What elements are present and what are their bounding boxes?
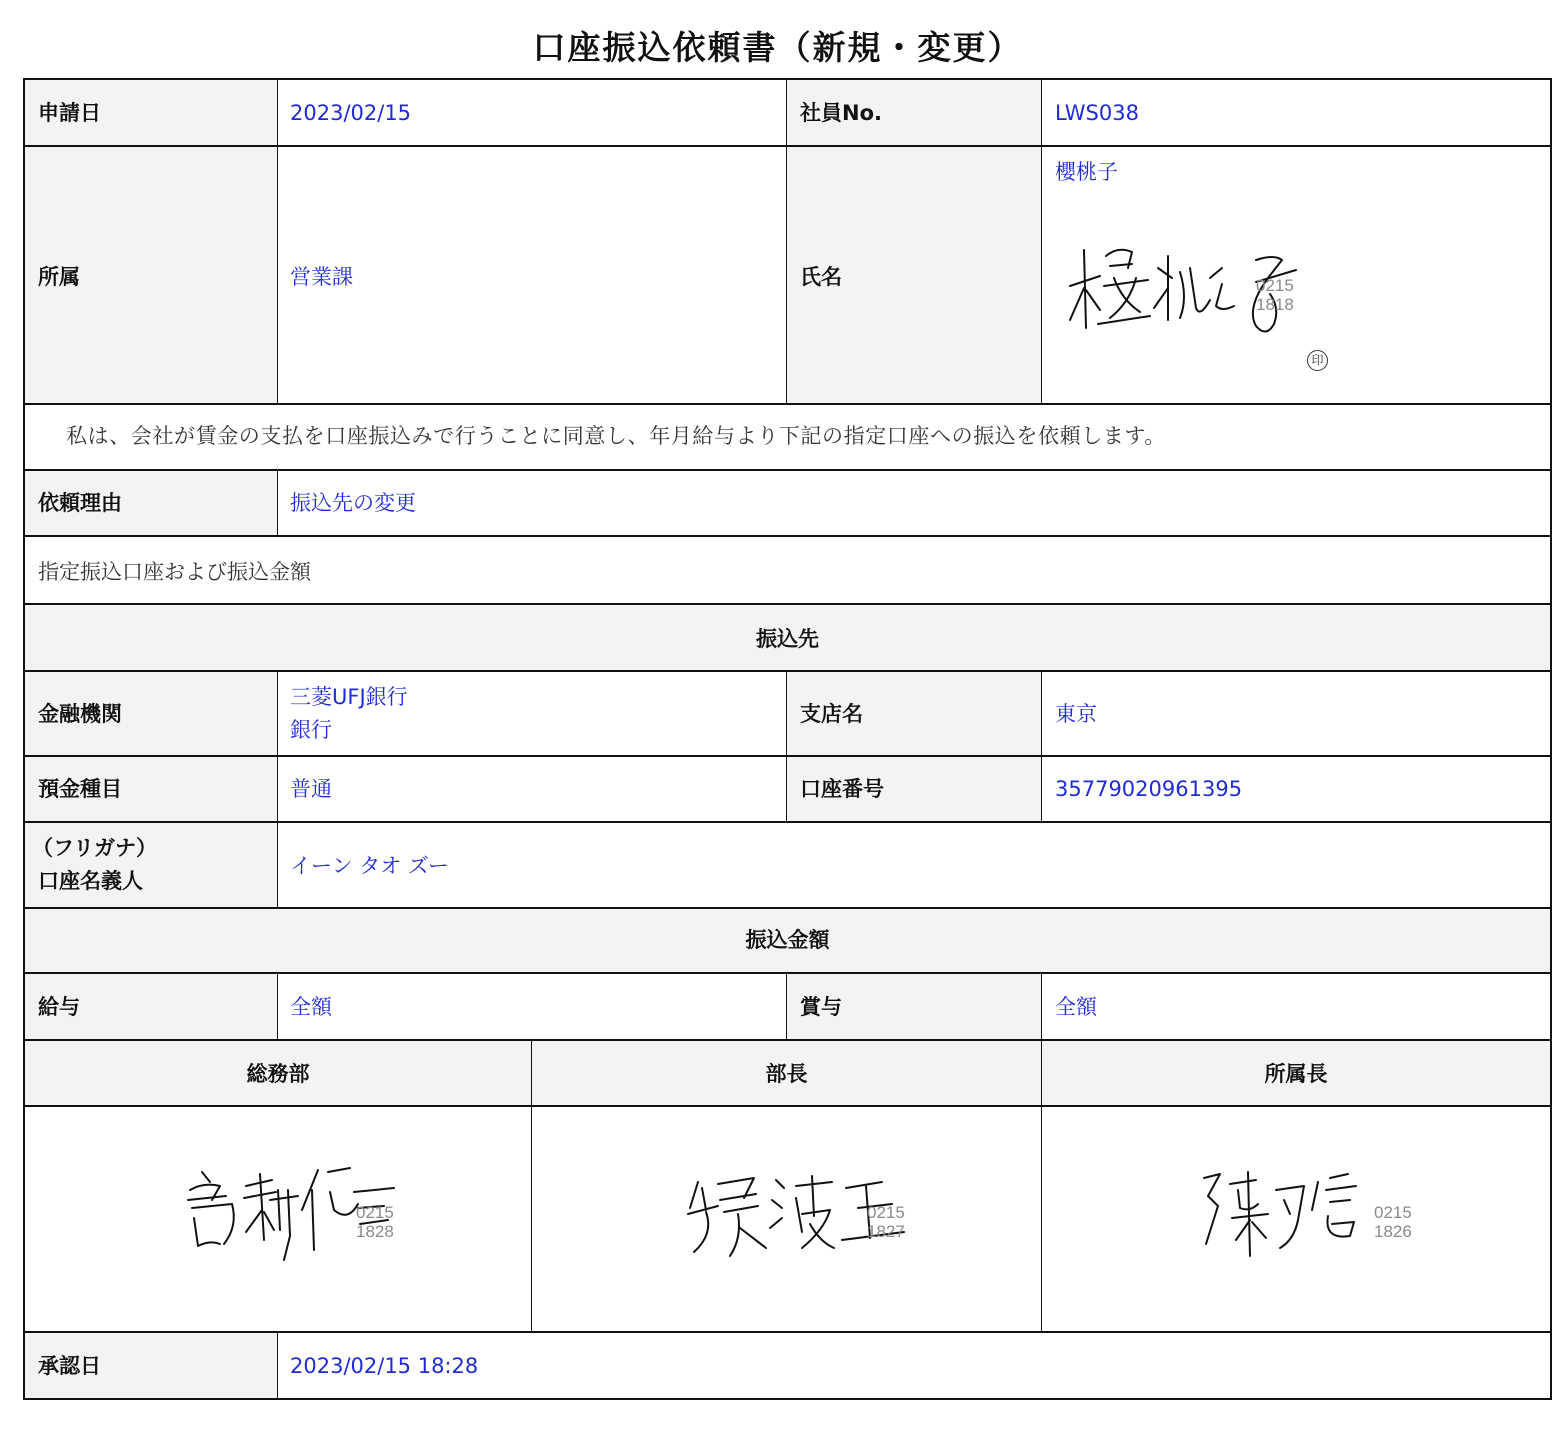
bank-label: 金融機関 (38, 702, 122, 726)
reason-label: 依頼理由 (38, 491, 122, 515)
employee-no-label: 社員No. (800, 101, 882, 125)
amount-header: 振込金額 (745, 928, 830, 952)
row-divider (23, 972, 1552, 974)
deposit-type-value: 普通 (290, 777, 332, 801)
col-divider (1041, 974, 1042, 1039)
reason-value: 振込先の変更 (290, 491, 416, 515)
row-divider (23, 821, 1552, 823)
form-title: 口座振込依頼書（新規・変更） (532, 28, 1023, 67)
account-amount-section-title: 指定振込口座および振込金額 (38, 560, 311, 584)
branch-value: 東京 (1055, 702, 1097, 726)
col-divider (786, 80, 787, 403)
approval-signature-section-head (1196, 1160, 1376, 1260)
col-divider (277, 471, 278, 535)
col-divider (277, 974, 278, 1039)
approval-header-section-head: 所属長 (1264, 1062, 1328, 1086)
holder-label: 口座名義人 (38, 869, 143, 893)
row-divider (23, 755, 1552, 757)
row-divider (23, 603, 1552, 605)
col-divider (1041, 672, 1042, 821)
col-divider (277, 1333, 278, 1398)
bank-value-line2: 銀行 (290, 718, 332, 742)
col-divider (277, 672, 278, 907)
account-number-value: 35779020961395 (1055, 777, 1243, 801)
row-divider (23, 403, 1552, 405)
holder-value: イーン タオ ズー (290, 854, 449, 878)
row-divider (23, 1331, 1552, 1333)
approval-timestamp-general-affairs: 0215 1828 (356, 1203, 394, 1241)
deposit-type-label: 預金種目 (38, 777, 122, 801)
row-divider (23, 1039, 1552, 1041)
department-label: 所属 (38, 265, 80, 289)
holder-label-kana: （フリガナ） (32, 836, 157, 860)
row-divider (23, 469, 1552, 471)
salary-label: 給与 (38, 995, 80, 1019)
approval-timestamp-section-head: 0215 1826 (1374, 1203, 1412, 1241)
destination-header: 振込先 (756, 627, 819, 651)
approval-timestamp-manager: 0215 1827 (867, 1203, 905, 1241)
consent-statement: 私は、会社が賃金の支払を口座振込みで行うことに同意し、年月給与より下記の指定口座への振込を依頼します。 (66, 424, 1166, 448)
row-divider (23, 145, 1552, 147)
bank-value-line1: 三菱UFJ銀行 (290, 685, 408, 709)
row-divider (23, 1105, 1552, 1107)
approval-date-label: 承認日 (38, 1354, 101, 1378)
account-number-label: 口座番号 (800, 777, 884, 801)
col-divider (277, 80, 278, 403)
bonus-label: 賞与 (800, 995, 842, 1019)
approval-header-general-affairs: 総務部 (246, 1062, 310, 1086)
department-value: 営業課 (290, 265, 353, 289)
approval-date-value: 2023/02/15 18:28 (290, 1354, 479, 1378)
row-divider (23, 907, 1552, 909)
applicant-timestamp: 0215 1818 (1256, 276, 1294, 314)
branch-label: 支店名 (800, 702, 863, 726)
col-divider (786, 672, 787, 821)
seal-mark: 印 (1307, 350, 1328, 371)
name-label: 氏名 (800, 265, 842, 289)
application-date-value: 2023/02/15 (290, 101, 412, 125)
name-value: 櫻桃子 (1055, 160, 1118, 184)
employee-no-value: LWS038 (1055, 101, 1139, 125)
row-divider (23, 670, 1552, 672)
application-date-label: 申請日 (38, 101, 101, 125)
col-divider (1041, 80, 1042, 403)
salary-value: 全額 (290, 995, 332, 1019)
approval-header-manager: 部長 (765, 1062, 808, 1086)
row-divider (23, 535, 1552, 537)
bonus-value: 全額 (1055, 995, 1097, 1019)
col-divider (786, 974, 787, 1039)
